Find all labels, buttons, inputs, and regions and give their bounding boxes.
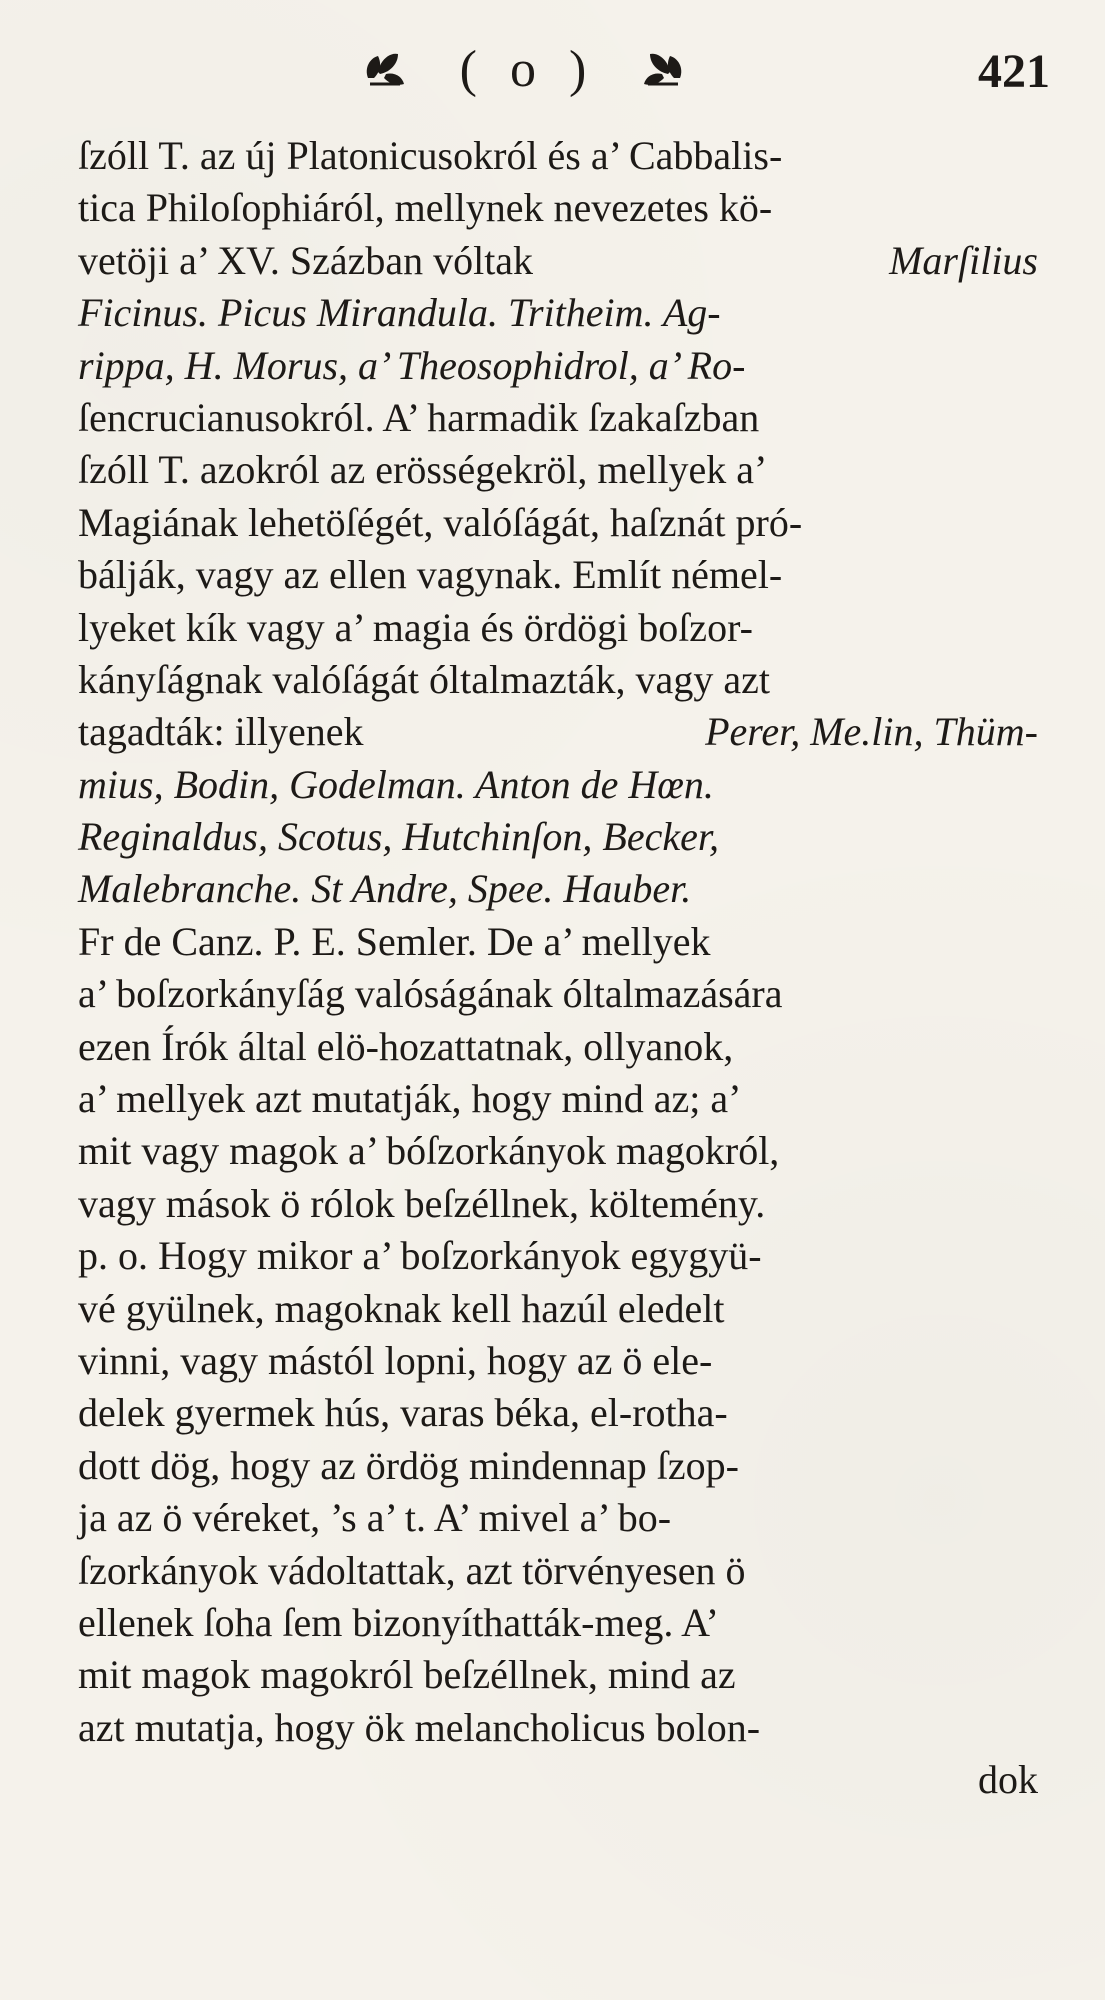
catchword: dok [978,1757,1038,1803]
text-line [78,182,1038,234]
floral-ornament-icon [638,44,688,92]
line-text: Reginaldus, Scotus, Hutchinſon, Becker, [78,814,719,860]
line-text: ſzorkányok vádoltattak, azt törvényesen ö [78,1547,746,1593]
line-text: ellenek ſoha ſem bizonyíthatták-meg. A’ [78,1599,719,1645]
text-line [78,811,1038,863]
floral-ornament-icon [360,44,410,92]
text-line [78,1387,1038,1439]
page-marker: ( o ) [459,41,597,98]
text-line [78,706,1038,758]
page-header [0,28,1105,108]
text-line [78,1545,1038,1597]
text-line [78,916,1038,968]
text-line [78,1335,1038,1387]
text-block [78,130,1038,1807]
line-text: rippa, H. Morus, a’ Theosophidrol, a’ Ro- [78,342,746,388]
line-text: ſzóll T. az új Platonicusokról és a’ Cabbalis- [78,133,783,178]
text-line [78,444,1038,496]
text-line [78,1492,1038,1544]
line-text: p. o. Hogy mikor a’ boſzorkányok egygyü- [78,1233,762,1279]
text-line [78,1073,1038,1125]
text-line [78,654,1038,706]
text-line [78,602,1038,654]
text-line [78,1597,1038,1649]
line-text: delek gyermek hús, varas béka, el-rotha- [78,1390,728,1436]
line-text: tagadták: illyenek [78,709,364,755]
text-line [78,1230,1038,1282]
line-text: ſencrucianusokról. A’ harmadik ſzakaſzban [78,394,760,440]
line-text: mius, Bodin, Godelman. Anton de Hœn. [78,761,714,807]
line-text: kányſágnak valóſágát óltalmazták, vagy azt [78,656,770,702]
line-text: Malebranche. St Andre, Spee. Hauber. [78,866,692,912]
text-line [78,130,1038,182]
line-text: a’ mellyek azt mutatják, hogy mind az; a’ [78,1076,742,1122]
line-text: ezen Írók által elö-hozattatnak, ollyanok, [78,1023,734,1069]
line-text: vinni, vagy mástól lopni, hogy az ö ele- [78,1337,713,1383]
line-text: Perer, Me.lin, Thüm- [705,709,1038,755]
line-text: vé gyülnek, magoknak kell hazúl eledelt [78,1285,725,1331]
line-text: mit magok magokról beſzéllnek, mind az [78,1652,736,1698]
line-text: Marſilius [889,237,1038,283]
line-text: azt mutatja, hogy ök melancholicus bolon- [78,1704,761,1750]
line-text: a’ boſzorkányſág valóságának óltalmazására [78,971,783,1017]
line-text: bálják, vagy az ellen vagynak. Említ némel- [78,552,783,598]
line-text: Magiának lehetöſégét, valóſágát, haſznát pró- [78,499,803,545]
line-text: Ficinus. Picus Mirandula. Tritheim. Ag- [78,290,721,336]
page-number: 421 [978,45,1050,98]
line-text: ſzóll T. azokról az erösségekröl, mellyek a’ [78,447,768,493]
line-text: lyeket kík vagy a’ magia és ördögi boſzor- [78,604,753,650]
text-line [78,287,1038,339]
text-line [78,497,1038,549]
line-text: Fr de Canz. P. E. Semler. De a’ mellyek [78,918,711,964]
line-text: vagy mások ö rólok beſzéllnek, költemény. [78,1180,766,1226]
text-line [78,1125,1038,1177]
text-line [78,549,1038,601]
text-line [78,1283,1038,1335]
floral-ornament-icon [638,44,688,92]
text-line [78,863,1038,915]
text-line [78,392,1038,444]
catchword-line [78,1754,1038,1806]
text-line [78,235,1038,287]
text-line [78,340,1038,392]
line-text: vetöji a’ XV. Százban vóltak [78,237,534,283]
text-line [78,1178,1038,1230]
text-line [78,759,1038,811]
line-text: tica Philoſophiáról, mellynek nevezetes kö- [78,185,773,231]
floral-ornament-icon [360,44,410,92]
text-line [78,1702,1038,1754]
line-text: dott dög, hogy az ördög mindennap ſzop- [78,1442,739,1488]
line-text: ja az ö véreket, ’s a’ t. A’ mivel a’ bo- [78,1495,672,1541]
text-line [78,1649,1038,1701]
text-line [78,1021,1038,1073]
text-line [78,1440,1038,1492]
text-line [78,968,1038,1020]
line-text: mit vagy magok a’ bóſzorkányok magokról, [78,1128,780,1174]
